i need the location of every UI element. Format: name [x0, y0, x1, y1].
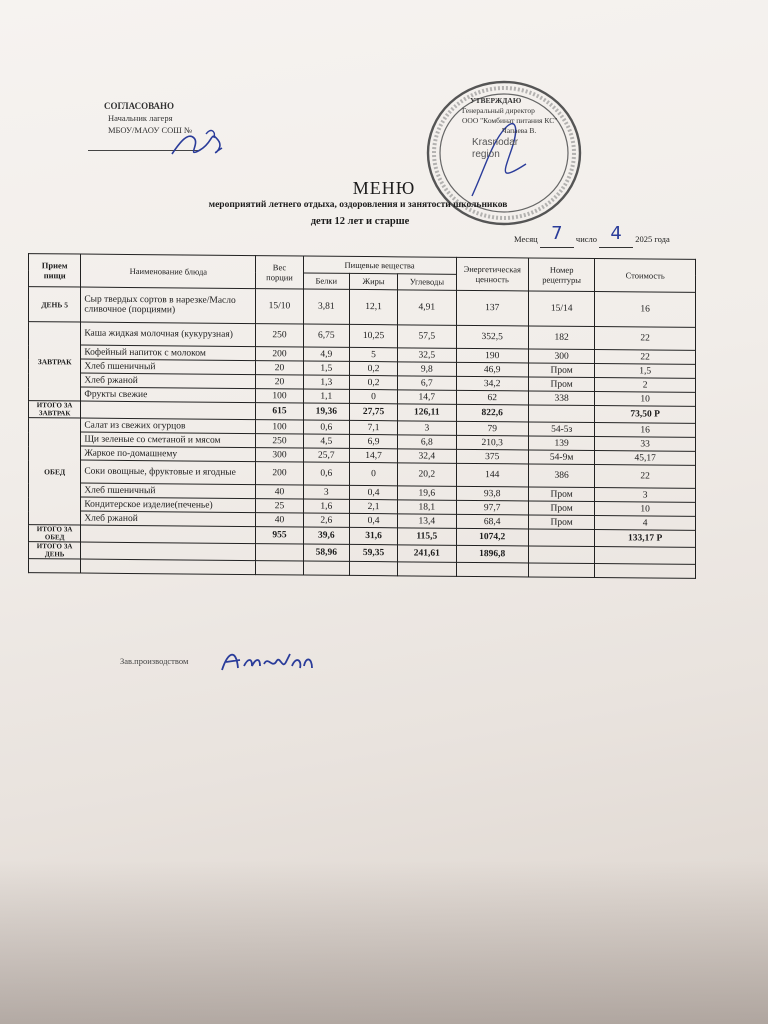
page-subtitle: мероприятий летнего отдыха, оздоровления и занятости школьников [208, 200, 508, 210]
cell-fat: 0,2 [349, 361, 397, 375]
month-label: Месяц [514, 234, 538, 244]
total-carbs: 126,11 [398, 404, 456, 422]
cell-energy: 46,9 [456, 362, 528, 377]
cell-carbs: 4,91 [398, 290, 456, 326]
day-field [599, 223, 633, 248]
cell-carbs: 9,8 [398, 362, 456, 377]
day-value: 4 [610, 223, 622, 244]
cell-protein: 4,5 [303, 434, 349, 448]
cell-weight: 25 [256, 499, 303, 513]
cell-cost: 10 [595, 392, 696, 407]
meal-label: ДЕНЬ 5 [29, 287, 81, 322]
cell-recipe: 54-9м [528, 450, 594, 465]
cell-protein: 6,75 [303, 324, 349, 347]
cell-cost: 16 [595, 292, 696, 328]
header-weight: Вес порции [256, 256, 303, 289]
cell-protein: 1,1 [303, 389, 349, 403]
total-label: ИТОГО ЗА ЗАВТРАК [29, 401, 81, 418]
cell-energy: 144 [456, 463, 528, 487]
total-label: ИТОГО ЗА ОБЕД [29, 525, 81, 542]
dish-name: Щи зеленые со сметаной и мясом [81, 432, 256, 448]
approval-organization: МБОУ/МАОУ СОШ № [108, 125, 193, 135]
meal-label: ЗАВТРАК [29, 322, 81, 401]
cell-weight: 40 [256, 485, 303, 499]
cell-fat: 6,9 [349, 434, 397, 448]
empty-cell [81, 559, 256, 575]
header-nutrients: Пищевые вещества [303, 256, 456, 274]
total-dish-empty [81, 525, 256, 544]
cell-weight: 250 [256, 324, 303, 347]
header-protein: Белки [303, 272, 349, 289]
production-signature [218, 644, 318, 678]
cell-protein: 1,5 [303, 361, 349, 375]
cell-recipe: Пром [528, 363, 594, 378]
cell-recipe: 15/14 [528, 291, 594, 327]
cell-fat: 0,4 [349, 513, 397, 527]
total-fat: 31,6 [349, 527, 397, 544]
cell-weight: 250 [256, 434, 303, 448]
cell-energy: 62 [456, 390, 528, 405]
empty-cell [349, 561, 397, 575]
cell-fat: 0 [349, 462, 397, 485]
seal-position: Генеральный директор [462, 106, 535, 115]
total-carbs: 115,5 [398, 528, 456, 546]
dish-name: Сыр твердых сортов в нарезке/Масло сливочное (порциями) [81, 287, 256, 324]
total-cost: 133,17 Р [595, 530, 696, 548]
cell-cost: 22 [595, 465, 696, 489]
total-weight: 615 [256, 403, 303, 420]
meal-label: ОБЕД [29, 418, 81, 525]
header-meal: Прием пищи [29, 254, 81, 287]
cell-weight: 100 [256, 420, 303, 434]
cell-recipe: 300 [528, 349, 594, 364]
header-recipe: Номер рецептуры [528, 258, 594, 292]
cell-cost: 33 [595, 437, 696, 452]
page-title: МЕНЮ [352, 178, 416, 198]
total-protein: 19,36 [303, 403, 349, 420]
cell-protein: 3,81 [303, 289, 349, 324]
cell-weight: 200 [256, 347, 303, 361]
dish-name: Хлеб ржаной [81, 373, 256, 389]
cell-weight: 15/10 [256, 289, 303, 324]
cell-protein: 0,6 [303, 462, 349, 485]
approval-position: Начальник лагеря [108, 113, 173, 123]
total-weight: 955 [256, 527, 303, 544]
total-protein: 39,6 [303, 527, 349, 544]
year-text: 2025 года [635, 234, 670, 244]
cell-carbs: 6,8 [398, 435, 456, 450]
cell-recipe: Пром [528, 487, 594, 502]
dish-name: Хлеб ржаной [81, 511, 256, 527]
total-dish-empty [81, 401, 256, 420]
cell-fat: 0 [349, 389, 397, 403]
cell-energy: 79 [456, 421, 528, 436]
cell-weight: 200 [256, 462, 303, 485]
cell-energy: 137 [456, 290, 528, 326]
cell-cost: 2 [595, 378, 696, 393]
table-row [29, 287, 696, 328]
age-group: дети 12 лет и старше [310, 216, 410, 227]
cell-fat: 5 [349, 347, 397, 361]
dish-name: Хлеб пшеничный [81, 359, 256, 375]
total-cost [595, 547, 696, 565]
cell-energy: 97,7 [456, 500, 528, 515]
empty-cell [595, 564, 696, 579]
cell-fat: 14,7 [349, 448, 397, 462]
cell-carbs: 18,1 [398, 500, 456, 515]
header-energy: Энергетическая ценность [456, 257, 528, 291]
cell-protein: 25,7 [303, 448, 349, 462]
seal-approve: УТВЕРЖДАЮ [470, 96, 522, 105]
empty-cell [256, 561, 303, 575]
dish-name: Кофейный напиток с молоком [81, 345, 256, 361]
total-recipe-empty [528, 405, 594, 423]
cell-protein: 4,9 [303, 347, 349, 361]
approval-signature-scribble [166, 124, 226, 164]
month-field [540, 223, 574, 248]
total-protein: 58,96 [303, 544, 349, 561]
header-cost: Стоимость [595, 259, 696, 293]
paper-shadow [0, 860, 768, 1024]
footer-label: Зав.производством [120, 656, 189, 666]
empty-cell [303, 561, 349, 575]
cell-recipe: Пром [528, 501, 594, 516]
empty-cell [456, 562, 528, 577]
cell-fat: 10,25 [349, 324, 397, 347]
cell-energy: 210,3 [456, 435, 528, 450]
cell-energy: 68,4 [456, 514, 528, 529]
cell-energy: 34,2 [456, 376, 528, 391]
cell-cost: 4 [595, 516, 696, 531]
total-energy: 822,6 [456, 404, 528, 422]
cell-carbs: 32,5 [398, 348, 456, 363]
cell-protein: 1,3 [303, 375, 349, 389]
cell-fat: 2,1 [349, 499, 397, 513]
cell-carbs: 14,7 [398, 390, 456, 405]
cell-recipe: 182 [528, 326, 594, 350]
cell-cost: 22 [595, 327, 696, 351]
cell-weight: 300 [256, 448, 303, 462]
cell-weight: 20 [256, 361, 303, 375]
cell-energy: 352,5 [456, 325, 528, 349]
cell-cost: 22 [595, 350, 696, 365]
dish-name: Кондитерское изделие(печенье) [81, 497, 256, 513]
cell-protein: 0,6 [303, 420, 349, 434]
cell-cost: 45,17 [595, 451, 696, 466]
month-value: 7 [551, 223, 563, 244]
cell-carbs: 13,4 [398, 514, 456, 529]
day-label: число [575, 234, 598, 244]
header-fat: Жиры [349, 273, 397, 290]
cell-protein: 1,6 [303, 499, 349, 513]
cell-carbs: 20,2 [398, 463, 456, 487]
seal-text [462, 96, 572, 160]
cell-recipe: 338 [528, 391, 594, 406]
header-carbs: Углеводы [398, 273, 456, 290]
total-fat: 27,75 [349, 403, 397, 420]
dish-name: Каша жидкая молочная (кукурузная) [81, 322, 256, 347]
cell-fat: 12,1 [349, 289, 397, 324]
cell-recipe: Пром [528, 515, 594, 530]
cell-cost: 1,5 [595, 364, 696, 379]
cell-recipe: 139 [528, 436, 594, 451]
cell-weight: 40 [256, 513, 303, 527]
approval-block [88, 100, 248, 151]
cell-weight: 20 [256, 375, 303, 389]
cell-energy: 375 [456, 449, 528, 464]
menu-table-body [29, 287, 696, 579]
total-carbs: 241,61 [398, 545, 456, 563]
cell-recipe: 54-5з [528, 422, 594, 437]
dish-name: Хлеб пшеничный [81, 483, 256, 499]
cell-protein: 3 [303, 485, 349, 499]
total-weight [256, 544, 303, 561]
dish-name: Фрукты свежие [81, 387, 256, 403]
cell-carbs: 32,4 [398, 449, 456, 464]
total-energy: 1074,2 [456, 528, 528, 546]
total-energy: 1896,8 [456, 545, 528, 563]
date-line [514, 223, 670, 248]
cell-cost: 3 [595, 488, 696, 503]
cell-carbs: 3 [398, 421, 456, 436]
seal-name: Чапаева В. [502, 126, 537, 135]
cell-weight: 100 [256, 389, 303, 403]
menu-table [28, 253, 696, 579]
cell-recipe: 386 [528, 464, 594, 488]
cell-cost: 10 [595, 502, 696, 517]
total-cost: 73,50 Р [595, 406, 696, 424]
dish-name: Жаркое по-домашнему [81, 446, 256, 462]
cell-fat: 0,2 [349, 375, 397, 389]
total-recipe-empty [528, 546, 594, 564]
total-fat: 59,35 [349, 544, 397, 561]
seal-city: Krasnodar [472, 137, 519, 148]
dish-name: Салат из свежих огурцов [81, 418, 256, 434]
cell-carbs: 6,7 [398, 376, 456, 391]
cell-carbs: 57,5 [398, 325, 456, 349]
empty-cell [398, 562, 456, 577]
header-dish: Наименование блюда [81, 254, 256, 289]
cell-recipe: Пром [528, 377, 594, 392]
empty-cell [528, 563, 594, 578]
empty-cell [29, 559, 81, 573]
dish-name: Соки овощные, фруктовые и ягодные [81, 460, 256, 485]
total-recipe-empty [528, 529, 594, 547]
approval-heading: СОГЛАСОВАНО [104, 101, 175, 111]
cell-fat: 0,4 [349, 485, 397, 499]
cell-cost: 16 [595, 423, 696, 438]
cell-carbs: 19,6 [398, 486, 456, 501]
total-label: ИТОГО ЗА ДЕНЬ [29, 542, 81, 559]
cell-energy: 190 [456, 348, 528, 363]
cell-energy: 93,8 [456, 486, 528, 501]
seal-region: region [472, 149, 500, 160]
cell-fat: 7,1 [349, 420, 397, 434]
total-dish-empty [81, 542, 256, 561]
footer [120, 656, 188, 666]
seal-company: ООО "Комбинат питания КС" [462, 116, 558, 125]
cell-protein: 2,6 [303, 513, 349, 527]
